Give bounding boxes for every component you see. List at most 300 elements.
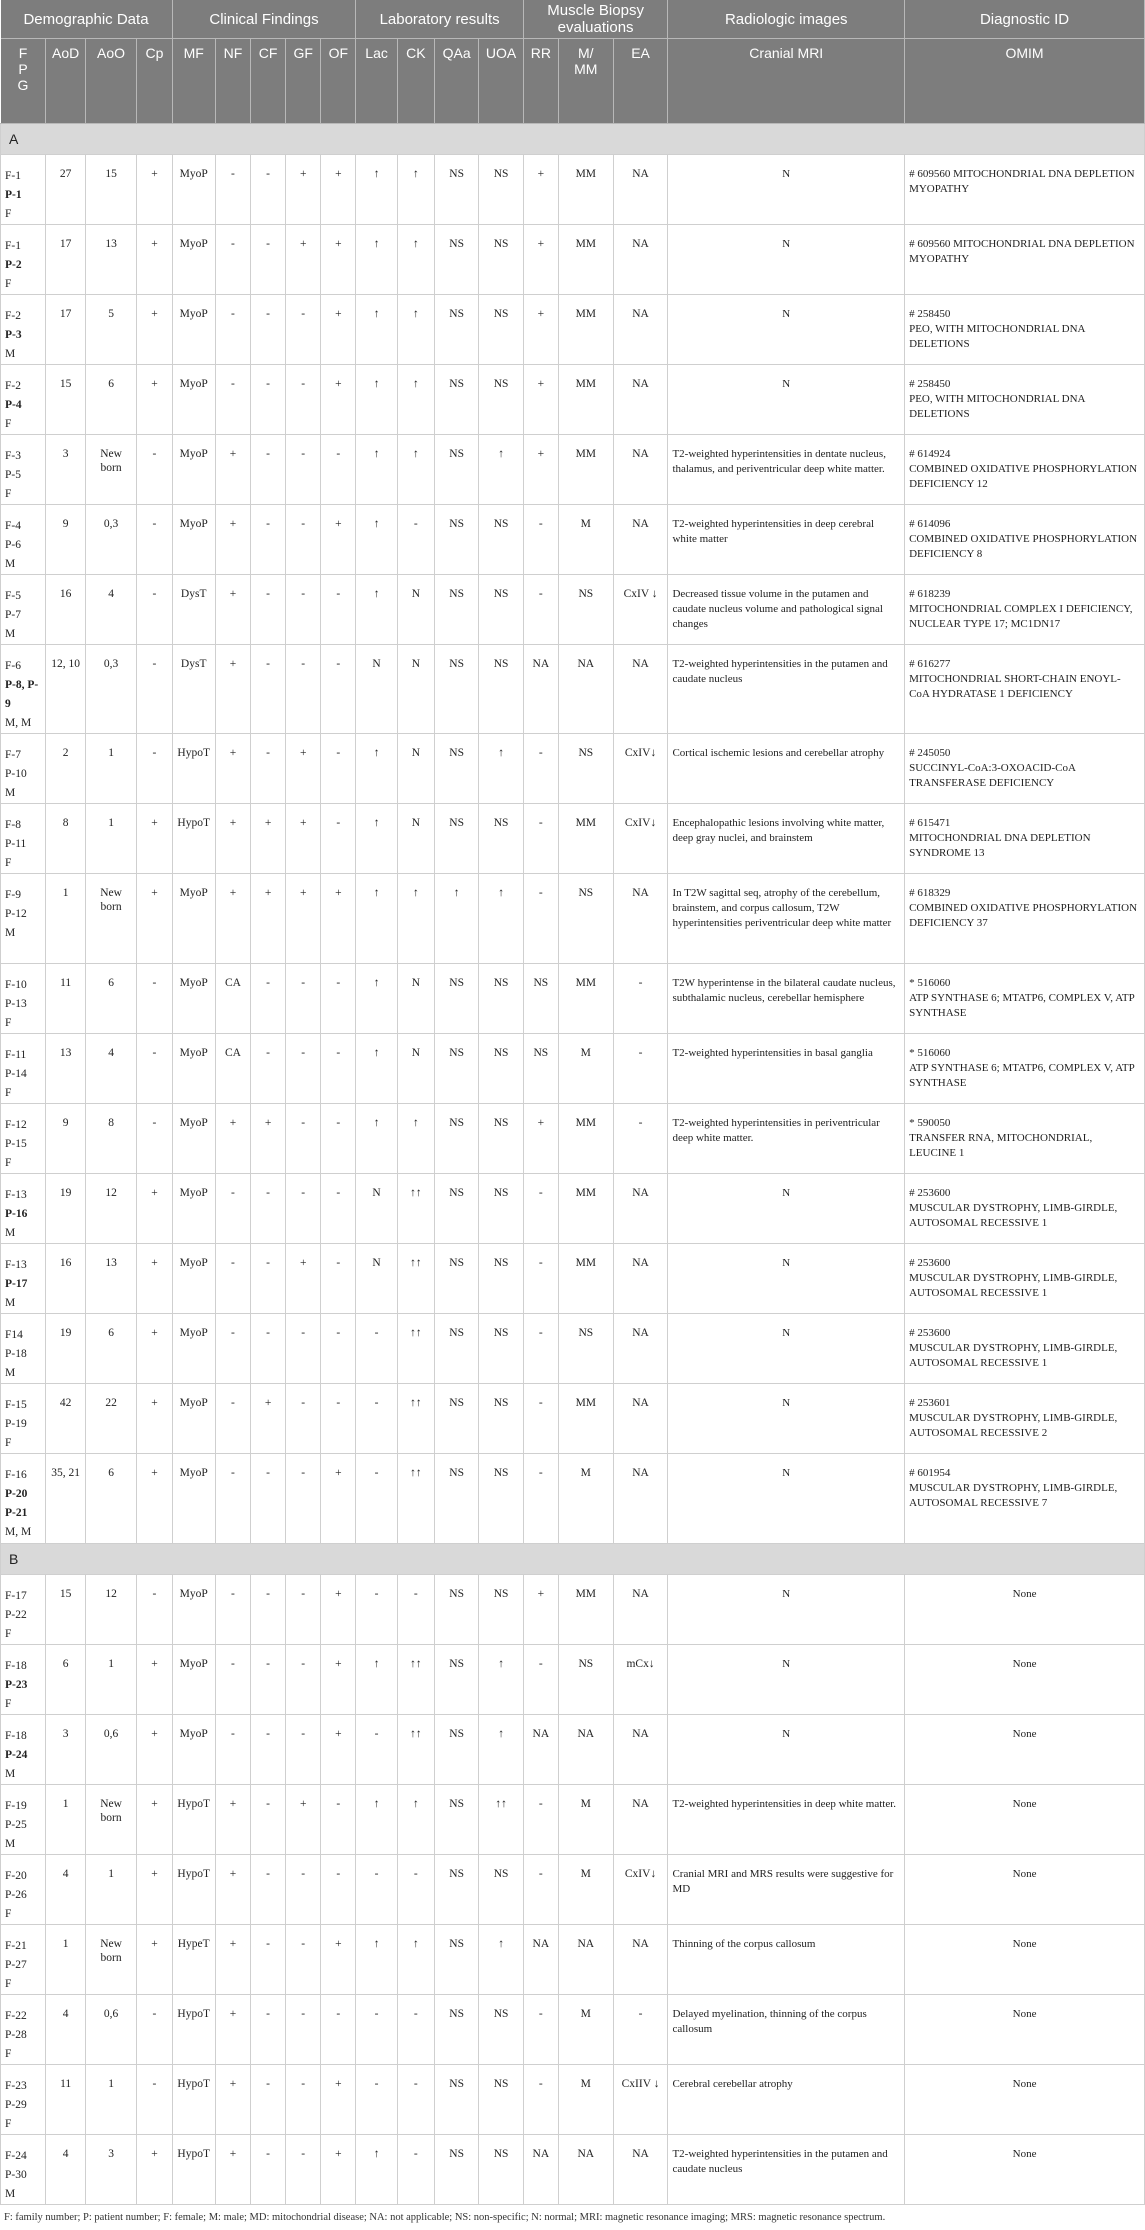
cell-mmm: M <box>558 2065 613 2135</box>
gender: F <box>5 1437 12 1449</box>
cranial-mri-cell: N <box>668 1384 905 1454</box>
cranial-mri-cell: Encephalopathic lesions involving white matter, deep gray nuclei, and brainstem <box>668 804 905 874</box>
cell-uoa: ↑ <box>479 435 523 505</box>
cranial-mri-cell: N <box>668 1645 905 1715</box>
cell-uoa: NS <box>479 1174 523 1244</box>
cell-mmm: MM <box>558 804 613 874</box>
column-header-14: M/ MM <box>558 39 613 124</box>
cell-aod: 6 <box>46 1645 85 1715</box>
cell-ck: ↑ <box>397 874 434 964</box>
cell-qaa: NS <box>434 1925 478 1995</box>
cell-qaa: NS <box>434 1104 478 1174</box>
cell-ea: mCx↓ <box>613 1645 668 1715</box>
cell-aod: 1 <box>46 874 85 964</box>
cell-lac: ↑ <box>356 874 397 964</box>
table-row <box>1 1785 1145 1855</box>
cell-rr: - <box>523 1855 558 1925</box>
cell-gf: - <box>286 645 321 734</box>
family-patient-gender-cell <box>1 804 46 874</box>
cell-lac: ↑ <box>356 804 397 874</box>
cell-rr: - <box>523 1244 558 1314</box>
omim-cell: # 601954 MUSCULAR DYSTROPHY, LIMB-GIRDLE, AUTOSOMAL RECESSIVE 7 <box>905 1454 1145 1544</box>
cell-aod: 1 <box>46 1785 85 1855</box>
family-number: F-3 <box>5 450 21 462</box>
cell-ck: ↑↑ <box>397 1645 434 1715</box>
cell-mf: MyoP <box>172 295 215 365</box>
cell-rr: - <box>523 874 558 964</box>
cell-rr: - <box>523 505 558 575</box>
cell-qaa: NS <box>434 1645 478 1715</box>
cell-mf: MyoP <box>172 1174 215 1244</box>
cell-cf: - <box>251 1454 286 1544</box>
cell-of: - <box>321 1384 356 1454</box>
cell-aoo: New born <box>85 874 137 964</box>
cranial-mri-cell: In T2W sagittal seq, atrophy of the cerebellum, brainstem, and corpus callosum, T2W hyperintensities periventricular deep white matter <box>668 874 905 964</box>
omim-cell: None <box>905 1575 1145 1645</box>
cell-gf: - <box>286 1034 321 1104</box>
cell-gf: - <box>286 1715 321 1785</box>
cell-aod: 2 <box>46 734 85 804</box>
cell-cf: - <box>251 295 286 365</box>
cell-mmm: MM <box>558 435 613 505</box>
cranial-mri-cell: N <box>668 1454 905 1544</box>
cell-mf: DysT <box>172 645 215 734</box>
cranial-mri-cell: Delayed myelination, thinning of the corpus callosum <box>668 1995 905 2065</box>
patient-number: P-2 <box>5 259 22 271</box>
cell-mf: HypoT <box>172 1785 215 1855</box>
cell-qaa: NS <box>434 734 478 804</box>
table-row <box>1 575 1145 645</box>
cell-aod: 3 <box>46 1715 85 1785</box>
family-patient-gender-cell <box>1 2065 46 2135</box>
gender: F <box>5 1017 12 1029</box>
cell-cf: - <box>251 1575 286 1645</box>
cell-mmm: NS <box>558 734 613 804</box>
cell-cp: + <box>137 225 172 295</box>
family-number: F-18 <box>5 1660 27 1672</box>
cell-uoa: ↑ <box>479 734 523 804</box>
cell-lac: ↑ <box>356 1034 397 1104</box>
cell-lac: - <box>356 1855 397 1925</box>
cell-cp: - <box>137 575 172 645</box>
omim-cell: # 615471 MITOCHONDRIAL DNA DEPLETION SYNDROME 13 <box>905 804 1145 874</box>
cell-ea: NA <box>613 1715 668 1785</box>
column-header-7: GF <box>286 39 321 124</box>
cell-aoo: 0,6 <box>85 1715 137 1785</box>
cell-gf: - <box>286 1454 321 1544</box>
table-row <box>1 645 1145 734</box>
family-patient-gender-cell <box>1 1925 46 1995</box>
family-patient-gender-cell <box>1 575 46 645</box>
cell-uoa: NS <box>479 155 523 225</box>
cranial-mri-cell: N <box>668 155 905 225</box>
cell-mmm: NS <box>558 1645 613 1715</box>
cell-uoa: ↑ <box>479 1715 523 1785</box>
cell-mmm: M <box>558 1995 613 2065</box>
cell-ea: NA <box>613 1454 668 1544</box>
cell-mf: MyoP <box>172 155 215 225</box>
cell-gf: + <box>286 1244 321 1314</box>
cell-of: - <box>321 964 356 1034</box>
table-row <box>1 295 1145 365</box>
cell-ea: - <box>613 1104 668 1174</box>
column-header-2: AoO <box>85 39 137 124</box>
header-group-1: Clinical Findings <box>172 0 356 39</box>
cell-lac: - <box>356 1454 397 1544</box>
cell-ea: CxIIV ↓ <box>613 2065 668 2135</box>
cell-cp: - <box>137 1034 172 1104</box>
cell-aoo: 22 <box>85 1384 137 1454</box>
omim-cell: # 253600 MUSCULAR DYSTROPHY, LIMB-GIRDLE, AUTOSOMAL RECESSIVE 1 <box>905 1174 1145 1244</box>
cell-ck: ↑↑ <box>397 1174 434 1244</box>
cell-ea: CxIV↓ <box>613 804 668 874</box>
patient-number: P-12 <box>5 908 27 920</box>
table-row <box>1 1454 1145 1544</box>
cell-rr: + <box>523 295 558 365</box>
cell-lac: N <box>356 645 397 734</box>
cell-ck: ↑ <box>397 1925 434 1995</box>
cell-nf: - <box>215 155 250 225</box>
cell-nf: - <box>215 1244 250 1314</box>
cell-mmm: NS <box>558 874 613 964</box>
cell-ck: N <box>397 964 434 1034</box>
patient-number: P-4 <box>5 399 22 411</box>
family-number: F14 <box>5 1329 23 1341</box>
table-row <box>1 1244 1145 1314</box>
table-footnote: F: family number; P: patient number; F: female; M: male; MD: mitochondrial disease; NA: not applicable; NS: non-specific; N: normal; MRI: magnetic resonance imaging; MRS: magnetic resonance spectrum. <box>4 2212 886 2223</box>
cranial-mri-cell: N <box>668 365 905 435</box>
family-number: F-23 <box>5 2080 27 2092</box>
cell-cf: - <box>251 1785 286 1855</box>
column-header-16: Cranial MRI <box>668 39 905 124</box>
cell-of: + <box>321 1454 356 1544</box>
cell-ea: NA <box>613 295 668 365</box>
cell-uoa: ↑ <box>479 874 523 964</box>
cell-of: + <box>321 1925 356 1995</box>
cranial-mri-cell: Cortical ischemic lesions and cerebellar atrophy <box>668 734 905 804</box>
cell-lac: N <box>356 1174 397 1244</box>
cell-cp: + <box>137 1785 172 1855</box>
cell-cf: + <box>251 804 286 874</box>
cell-cp: - <box>137 1104 172 1174</box>
cell-aod: 4 <box>46 2135 85 2205</box>
cell-qaa: NS <box>434 1034 478 1104</box>
cell-aoo: 13 <box>85 225 137 295</box>
cell-aod: 1 <box>46 1925 85 1995</box>
cell-mmm: MM <box>558 1575 613 1645</box>
cell-mmm: NS <box>558 575 613 645</box>
section-label: A <box>1 124 1145 155</box>
omim-cell: # 253600 MUSCULAR DYSTROPHY, LIMB-GIRDLE, AUTOSOMAL RECESSIVE 1 <box>905 1244 1145 1314</box>
family-number: F-24 <box>5 2150 27 2162</box>
cell-qaa: NS <box>434 1785 478 1855</box>
gender: M <box>5 787 16 799</box>
cell-of: + <box>321 155 356 225</box>
cell-ea: NA <box>613 1174 668 1244</box>
cell-aod: 17 <box>46 295 85 365</box>
cell-aoo: 1 <box>85 734 137 804</box>
cell-lac: ↑ <box>356 435 397 505</box>
family-number: F-15 <box>5 1399 27 1411</box>
cell-gf: + <box>286 1785 321 1855</box>
table-row <box>1 1645 1145 1715</box>
patient-number: P-15 <box>5 1138 27 1150</box>
cell-lac: - <box>356 1995 397 2065</box>
cell-gf: - <box>286 505 321 575</box>
cell-lac: N <box>356 1244 397 1314</box>
cell-mmm: MM <box>558 1384 613 1454</box>
cell-aod: 15 <box>46 365 85 435</box>
cell-aod: 19 <box>46 1174 85 1244</box>
cell-uoa: NS <box>479 1034 523 1104</box>
section-label: B <box>1 1544 1145 1575</box>
cell-ck: ↑ <box>397 155 434 225</box>
cell-lac: ↑ <box>356 1925 397 1995</box>
cell-mf: MyoP <box>172 505 215 575</box>
cell-gf: + <box>286 804 321 874</box>
cell-qaa: NS <box>434 575 478 645</box>
cell-aod: 16 <box>46 575 85 645</box>
family-patient-gender-cell <box>1 1244 46 1314</box>
cell-nf: + <box>215 1925 250 1995</box>
cell-of: + <box>321 1645 356 1715</box>
cell-aoo: 1 <box>85 804 137 874</box>
cranial-mri-cell: T2-weighted hyperintensities in dentate nucleus, thalamus, and periventricular deep white matter. <box>668 435 905 505</box>
gender: F <box>5 2048 12 2060</box>
cell-aod: 35, 21 <box>46 1454 85 1544</box>
family-patient-gender-cell <box>1 734 46 804</box>
cell-rr: - <box>523 1314 558 1384</box>
family-number: F-20 <box>5 1870 27 1882</box>
cell-ea: NA <box>613 1925 668 1995</box>
cell-ea: NA <box>613 155 668 225</box>
patient-number: P-16 <box>5 1208 28 1220</box>
cell-ck: ↑ <box>397 295 434 365</box>
column-header-3: Cp <box>137 39 172 124</box>
header-group-0: Demographic Data <box>1 0 173 39</box>
cell-ck: ↑ <box>397 435 434 505</box>
cell-rr: + <box>523 1575 558 1645</box>
cell-qaa: NS <box>434 1244 478 1314</box>
section-row <box>1 124 1145 155</box>
cell-nf: CA <box>215 1034 250 1104</box>
cell-lac: - <box>356 1314 397 1384</box>
cell-nf: + <box>215 2135 250 2205</box>
cell-mmm: M <box>558 1785 613 1855</box>
family-number: F-17 <box>5 1590 27 1602</box>
gender: F <box>5 1087 12 1099</box>
cell-aod: 11 <box>46 2065 85 2135</box>
cell-ea: NA <box>613 225 668 295</box>
column-header-11: QAa <box>434 39 478 124</box>
family-patient-gender-cell <box>1 1785 46 1855</box>
cell-nf: - <box>215 225 250 295</box>
family-number: F-2 <box>5 380 21 392</box>
family-patient-gender-cell <box>1 1575 46 1645</box>
cell-cf: - <box>251 1855 286 1925</box>
patient-number: P-13 <box>5 998 27 1010</box>
cell-aod: 13 <box>46 1034 85 1104</box>
cell-nf: - <box>215 1314 250 1384</box>
family-patient-gender-cell <box>1 1454 46 1544</box>
omim-cell: # 258450 PEO, WITH MITOCHONDRIAL DNA DELETIONS <box>905 365 1145 435</box>
family-number: F-6 <box>5 660 21 672</box>
table-body <box>1 124 1145 2205</box>
omim-cell: # 245050 SUCCINYL-CoA:3-OXOACID-CoA TRANSFERASE DEFICIENCY <box>905 734 1145 804</box>
cell-uoa: NS <box>479 575 523 645</box>
cell-of: + <box>321 225 356 295</box>
cell-rr: - <box>523 1785 558 1855</box>
gender: M <box>5 348 16 360</box>
cell-lac: ↑ <box>356 365 397 435</box>
table-row <box>1 2065 1145 2135</box>
cell-mmm: MM <box>558 155 613 225</box>
cell-nf: - <box>215 1384 250 1454</box>
cell-cp: - <box>137 645 172 734</box>
cell-cp: + <box>137 1174 172 1244</box>
table-row <box>1 1314 1145 1384</box>
family-patient-gender-cell <box>1 1855 46 1925</box>
family-number: F-12 <box>5 1119 27 1131</box>
omim-cell: # 609560 MITOCHONDRIAL DNA DEPLETION MYOPATHY <box>905 155 1145 225</box>
column-header-10: CK <box>397 39 434 124</box>
cell-cp: - <box>137 734 172 804</box>
column-header-13: RR <box>523 39 558 124</box>
cell-nf: + <box>215 734 250 804</box>
cell-gf: - <box>286 1645 321 1715</box>
cell-rr: - <box>523 1995 558 2065</box>
table-row <box>1 1174 1145 1244</box>
cell-cf: - <box>251 225 286 295</box>
cell-aoo: 6 <box>85 365 137 435</box>
cell-mf: MyoP <box>172 1104 215 1174</box>
cell-cf: + <box>251 1384 286 1454</box>
cranial-mri-cell: Cranial MRI and MRS results were suggestive for MD <box>668 1855 905 1925</box>
cell-ck: N <box>397 575 434 645</box>
cell-mf: HypoT <box>172 804 215 874</box>
cell-gf: - <box>286 1855 321 1925</box>
cell-ck: N <box>397 734 434 804</box>
cell-aoo: 15 <box>85 155 137 225</box>
cell-gf: - <box>286 1104 321 1174</box>
column-header-15: EA <box>613 39 668 124</box>
cell-cf: - <box>251 2135 286 2205</box>
cell-nf: + <box>215 505 250 575</box>
table-row <box>1 1925 1145 1995</box>
cell-cf: - <box>251 1314 286 1384</box>
cell-rr: NS <box>523 1034 558 1104</box>
family-patient-gender-cell <box>1 225 46 295</box>
cell-gf: + <box>286 734 321 804</box>
cell-of: - <box>321 1104 356 1174</box>
family-number: F-13 <box>5 1259 27 1271</box>
cell-uoa: NS <box>479 1104 523 1174</box>
gender: M <box>5 628 16 640</box>
cell-rr: + <box>523 225 558 295</box>
cell-cp: - <box>137 1575 172 1645</box>
table-row <box>1 804 1145 874</box>
cell-mmm: M <box>558 505 613 575</box>
cell-gf: - <box>286 2135 321 2205</box>
cell-ck: ↑ <box>397 225 434 295</box>
cell-ea: NA <box>613 505 668 575</box>
family-patient-gender-cell <box>1 1174 46 1244</box>
cell-rr: NA <box>523 2135 558 2205</box>
table-row <box>1 155 1145 225</box>
omim-cell: # 614096 COMBINED OXIDATIVE PHOSPHORYLATION DEFICIENCY 8 <box>905 505 1145 575</box>
cell-gf: - <box>286 1995 321 2065</box>
cell-ck: ↑↑ <box>397 1715 434 1785</box>
cell-ck: ↑↑ <box>397 1314 434 1384</box>
cell-ea: NA <box>613 645 668 734</box>
cell-qaa: NS <box>434 225 478 295</box>
header-group-5: Diagnostic ID <box>905 0 1145 39</box>
patient-number: P-6 <box>5 539 21 551</box>
cranial-mri-cell: T2-weighted hyperintensities in periventricular deep white matter. <box>668 1104 905 1174</box>
cranial-mri-cell: T2-weighted hyperintensities in deep cerebral white matter <box>668 505 905 575</box>
family-number: F-13 <box>5 1189 27 1201</box>
omim-cell: None <box>905 2135 1145 2205</box>
family-number: F-16 <box>5 1469 27 1481</box>
cell-mf: MyoP <box>172 1034 215 1104</box>
cell-nf: - <box>215 1454 250 1544</box>
family-number: F-8 <box>5 819 21 831</box>
cell-uoa: NS <box>479 645 523 734</box>
cell-ck: N <box>397 645 434 734</box>
cell-ck: - <box>397 505 434 575</box>
cell-ck: - <box>397 2135 434 2205</box>
cell-cp: - <box>137 964 172 1034</box>
column-header-5: NF <box>215 39 250 124</box>
cell-nf: + <box>215 1995 250 2065</box>
cell-nf: - <box>215 1174 250 1244</box>
cranial-mri-cell: N <box>668 1174 905 1244</box>
cell-mmm: M <box>558 1855 613 1925</box>
cell-uoa: NS <box>479 1244 523 1314</box>
gender: F <box>5 1908 12 1920</box>
cell-aod: 4 <box>46 1855 85 1925</box>
cell-lac: ↑ <box>356 734 397 804</box>
family-patient-gender-cell <box>1 1034 46 1104</box>
cell-of: + <box>321 2135 356 2205</box>
cell-gf: - <box>286 295 321 365</box>
omim-cell: * 590050 TRANSFER RNA, MITOCHONDRIAL, LEUCINE 1 <box>905 1104 1145 1174</box>
table-row <box>1 874 1145 964</box>
cell-lac: ↑ <box>356 1104 397 1174</box>
cell-qaa: NS <box>434 804 478 874</box>
column-header-6: CF <box>251 39 286 124</box>
cell-aod: 16 <box>46 1244 85 1314</box>
cell-ea: NA <box>613 1785 668 1855</box>
family-number: F-22 <box>5 2010 27 2022</box>
cell-mf: HypoT <box>172 2065 215 2135</box>
cell-of: - <box>321 575 356 645</box>
family-number: F-1 <box>5 170 21 182</box>
cell-cp: + <box>137 295 172 365</box>
cell-ea: NA <box>613 435 668 505</box>
omim-cell: None <box>905 1925 1145 1995</box>
cell-cf: - <box>251 155 286 225</box>
cell-of: + <box>321 295 356 365</box>
cell-mf: HypoT <box>172 734 215 804</box>
cell-uoa: NS <box>479 1855 523 1925</box>
cell-cf: - <box>251 1244 286 1314</box>
cell-mf: MyoP <box>172 365 215 435</box>
cell-ea: - <box>613 964 668 1034</box>
cell-of: - <box>321 1314 356 1384</box>
cell-aoo: 5 <box>85 295 137 365</box>
patient-number: P-7 <box>5 609 21 621</box>
